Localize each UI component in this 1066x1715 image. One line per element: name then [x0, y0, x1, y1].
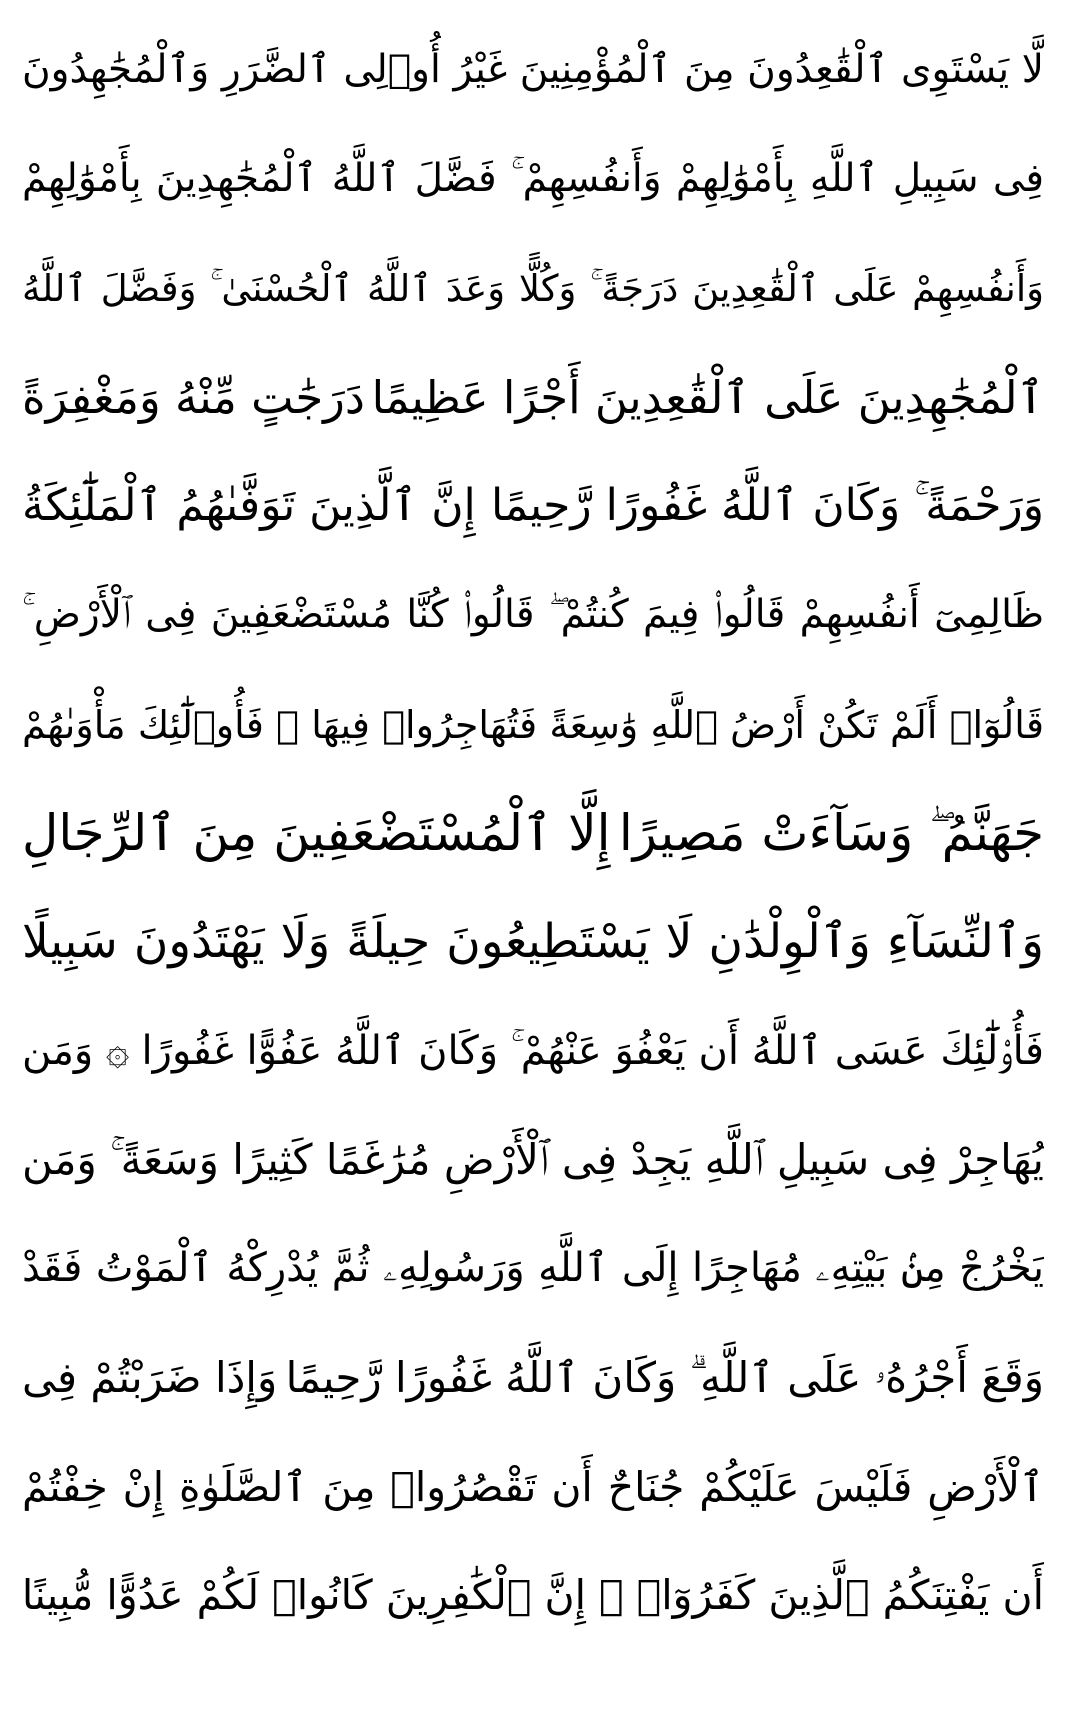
verse-line-10-right-segment: فَأُو۟لَٰٓئِكَ عَسَى ٱللَّهُ أَن يَعْفُوَ عَنْهُمْ ۚ وَكَانَ ٱللَّهُ عَفُوًّا غَفُورًا	[141, 1028, 1044, 1074]
verse-line-8-left-segment: إِلَّا ٱلْمُسْتَضْعَفِينَ مِنَ ٱلرِّجَالِ	[22, 804, 611, 862]
verse-line-3: وَأَنفُسِهِمْ عَلَى ٱلْقَٰعِدِينَ دَرَجَةً ۚ وَكُلًّا وَعَدَ ٱللَّهُ ٱلْحُسْنَىٰ ۚ وَفَضَّلَ ٱللَّهُ	[22, 267, 1044, 310]
verse-line-2: فِى سَبِيلِ ٱللَّهِ بِأَمْوَٰلِهِمْ وَأَنفُسِهِمْ ۚ فَضَّلَ ٱللَّهُ ٱلْمُجَٰهِدِينَ بِأَمْوَٰلِهِمْ	[22, 156, 1044, 201]
verse-line-15: أَن يَفْتِنَكُمُ ٱلَّذِينَ كَفَرُوٓا۟ ۚ إِنَّ ٱلْكَٰفِرِينَ كَانُوا۟ لَكُمْ عَدُوًّا مُّبِينًا	[22, 1571, 1044, 1619]
verse-line-5	[22, 460, 1044, 552]
verse-line-7: قَالُوٓا۟ أَلَمْ تَكُنْ أَرْضُ ٱللَّهِ وَٰسِعَةً فَتُهَاجِرُوا۟ فِيهَا ۚ فَأُو۟لَٰٓئِكَ مَأْوَىٰهُمْ	[22, 703, 1044, 747]
verse-line-4-left-segment: دَرَجَٰتٍ مِّنْهُ وَمَغْفِرَةً	[22, 371, 365, 424]
verse-line-10	[22, 1005, 1044, 1097]
verse-line-14: ٱلْأَرْضِ فَلَيْسَ عَلَيْكُمْ جُنَاحٌ أَن تَقْصُرُوا۟ مِنَ ٱلصَّلَوٰةِ إِنْ خِفْتُمْ	[22, 1463, 1044, 1511]
verse-line-5-left-segment: إِنَّ ٱلَّذِينَ تَوَفَّىٰهُمُ ٱلْمَلَٰٓئِكَةُ	[22, 480, 476, 531]
verse-line-8	[22, 787, 1044, 879]
verse-line-1: لَّا يَسْتَوِى ٱلْقَٰعِدُونَ مِنَ ٱلْمُؤْمِنِينَ غَيْرُ أُو۟لِى ٱلضَّرَرِ وَٱلْمُجَٰهِدُونَ	[22, 47, 1044, 92]
verse-line-12: يَخْرُجْ مِنۢ بَيْتِهِۦ مُهَاجِرًا إِلَى ٱللَّهِ وَرَسُولِهِۦ ثُمَّ يُدْرِكْهُ ٱلْمَوْتُ فَقَدْ	[22, 1245, 1044, 1291]
verse-line-13-right-segment: وَقَعَ أَجْرُهُۥ عَلَى ٱللَّهِ ۗ وَكَانَ ٱللَّهُ غَفُورًا رَّحِيمًا	[285, 1353, 1044, 1402]
verse-line-6: ظَالِمِىٓ أَنفُسِهِمْ قَالُوا۟ فِيمَ كُنتُمْ ۖ قَالُوا۟ كُنَّا مُسْتَضْعَفِينَ فِى ٱلْأَرْضِ ۚ	[22, 592, 1044, 637]
verse-line-4-right-segment: ٱلْمُجَٰهِدِينَ عَلَى ٱلْقَٰعِدِينَ أَجْرًا عَظِيمًا	[371, 371, 1044, 424]
verse-line-9: وَٱلنِّسَآءِ وَٱلْوِلْدَٰنِ لَا يَسْتَطِيعُونَ حِيلَةً وَلَا يَهْتَدُونَ سَبِيلًا	[22, 914, 1044, 969]
verse-line-8-right-segment: جَهَنَّمُ ۖ وَسَآءَتْ مَصِيرًا	[618, 804, 1044, 862]
verse-line-13-left-segment: وَإِذَا ضَرَبْتُمْ فِى	[22, 1353, 278, 1402]
verse-line-11: يُهَاجِرْ فِى سَبِيلِ ٱللَّهِ يَجِدْ فِى ٱلْأَرْضِ مُرَٰغَمًا كَثِيرًا وَسَعَةً ۚ وَمَن	[22, 1135, 1044, 1184]
verse-line-10-left-segment: ۞ وَمَن	[22, 1028, 130, 1074]
verse-line-13	[22, 1332, 1044, 1424]
verse-line-5-right-segment: وَرَحْمَةً ۚ وَكَانَ ٱللَّهُ غَفُورًا رَّحِيمًا	[491, 480, 1044, 531]
verse-line-4	[22, 352, 1044, 444]
